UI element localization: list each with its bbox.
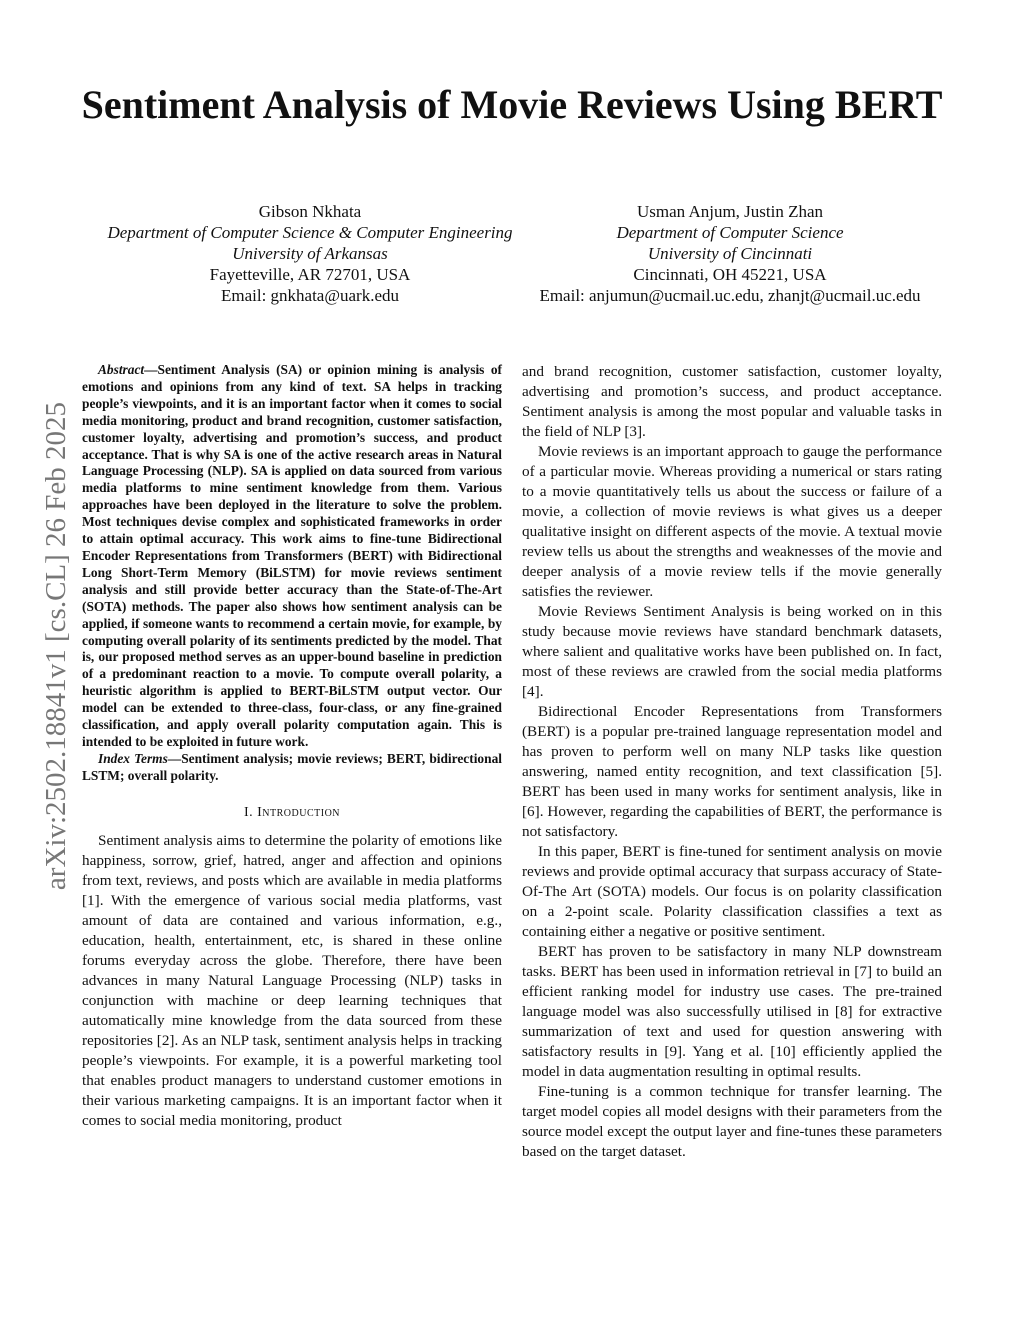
arxiv-identifier: arXiv:2502.18841v1 [cs.CL] 26 Feb 2025 [40, 401, 72, 891]
section-title: Introduction [257, 804, 341, 820]
author-block-2 [520, 201, 940, 306]
body-paragraph-continuation: and brand recognition, customer satisfaction, customer loyalty, advertising and promotion’s success, and product acceptance. Sentiment analysis is among the most popular and valuable tasks in the field of NLP [3]. [522, 363, 942, 440]
abstract: Abstract—Sentiment Analysis (SA) or opinion mining is analysis of emotions and opinions from any kind of text. SA helps in tracking people’s viewpoints, and it is an important factor when it comes to social media monitoring, product and brand recognition, customer satisfaction, customer loyalty, advertising and promotion’s success, and product acceptance. That is why SA is one of the active research areas in Natural Language Processing (NLP). SA is applied on data sourced from various media platforms to mine sentiment knowledge from them. Various approaches have been deployed in the literature to solve the problem. Most techniques devise complex and sophisticated frameworks in order to attain optimal accuracy. This work aims to fine-tune Bidirectional Encoder Representations from Transformers (BERT) with Bidirectional Long Short-Term Memory (BiLSTM) for movie reviews sentiment analysis and still provide better accuracy than the State-of-The-Art (SOTA) methods. The paper also shows how sentiment analysis can be applied, if someone wants to recommend a certain movie, for example, by computing overall polarity of its sentiments predicted by the model. That is, our proposed method serves as an upper-bound baseline in prediction of a predominant reaction to a movie. To compute overall polarity, a heuristic algorithm is applied to BERT-BiLSTM output vector. Our model can be extended to three-class, four-class, or any fine-grained classification, and apply overall polarity computation again. This is intended to be exploited in future work. [82, 362, 502, 749]
body-paragraph: In this paper, BERT is fine-tuned for sentiment analysis on movie reviews and provide optimal accuracy that surpass accuracy of State-Of-The Art (SOTA) models. Our focus is on polarity classification on a 2-point scale. Polarity classification classifies a text as containing either a negative or positive sentiment. [522, 843, 942, 940]
author-email: Email: gnkhata@uark.edu [220, 286, 400, 305]
body-paragraph: Bidirectional Encoder Representations from Transformers (BERT) is a popular pre-trained language representation model and has proven to perform well on many NLP tasks like question answering, named entity recognition, and text classification [5]. BERT has been used in many works for sentiment analysis, like in [6]. However, regarding the capabilities of BERT, the performance is not satisfactory. [522, 703, 942, 840]
author-university: University of Cincinnati [647, 244, 813, 263]
author-name: Usman Anjum, Justin Zhan [636, 202, 824, 221]
author-department: Department of Computer Science [616, 223, 844, 242]
abstract-text: Sentiment Analysis (SA) or opinion mining is analysis of emotions and opinions from any kind of text. SA helps in tracking people’s viewpoints, and it is an important factor when it comes to social media monitoring, product and brand recognition, customer satisfaction, customer loyalty, advertising and promotion’s success, and product acceptance. That is why SA is one of the active research areas in Natural Language Processing (NLP). SA is applied on data sourced from various media platforms to mine sentiment knowledge from them. Various approaches have been deployed in the literature to solve the problem. Most techniques devise complex and sophisticated frameworks in order to attain optimal accuracy. This work aims to fine-tune Bidirectional Encoder Representations from Transformers (BERT) with Bidirectional Long Short-Term Memory (BiLSTM) for movie reviews sentiment analysis and still provide better accuracy than the State-of-The-Art (SOTA) methods. The paper also shows how sentiment analysis can be applied, if someone wants to recommend a certain movie, for example, by computing overall polarity of its sentiments predicted by the model. That is, our proposed method serves as an upper-bound baseline in prediction of a predominant reaction to a movie. To compute overall polarity, a heuristic algorithm is applied to BERT-BiLSTM output vector. Our model can be extended to three-class, four-class, or any fine-grained classification, and apply overall polarity computation again. This is intended to be exploited in future work. [82, 362, 502, 749]
body-paragraph: Sentiment analysis aims to determine the polarity of emotions like happiness, sorrow, grief, hatred, anger and affection and opinions from text, reviews, and posts which are available in media platforms [1]. With the emergence of various social media platforms, vast amount of data are contained and various information, e.g., education, health, entertainment, etc, is shared in these online forums everyday across the globe. Therefore, there have been advances in many Natural Language Processing (NLP) tasks in conjunction with machine or deep learning techniques that automatically mine knowledge from the data sourced from these repositories [2]. As an NLP task, sentiment analysis helps in tracking people’s viewpoints. For example, it is a powerful marketing tool that enables product managers to understand customer emotions in their various marketing campaigns. It is an important factor when it comes to social media monitoring, product [82, 831, 502, 1129]
paper-title: Sentiment Analysis of Movie Reviews Using BERT [81, 82, 943, 127]
author-block-1 [95, 201, 525, 306]
section-number: I. [243, 804, 254, 820]
left-column [82, 362, 502, 1131]
body-paragraph: Fine-tuning is a common technique for transfer learning. The target model copies all model designs with their parameters from the source model except the output layer and fine-tunes these parameters based on the target dataset. [522, 1083, 942, 1160]
author-name: Gibson Nkhata [258, 202, 362, 221]
index-terms: Index Terms—Sentiment analysis; movie reviews; BERT, bidirectional LSTM; overall polarity. [82, 750, 502, 783]
author-department: Department of Computer Science & Computer Engineering [107, 223, 513, 242]
index-terms-label: Index Terms [98, 750, 168, 766]
abstract-label: Abstract [98, 362, 145, 377]
right-column [522, 362, 942, 1162]
body-paragraph: Movie Reviews Sentiment Analysis is being worked on in this study because movie reviews have standard benchmark datasets, where salient and qualitative works have been published on. In fact, most of these reviews are crawled from the social media platforms [4]. [522, 603, 942, 700]
body-paragraph: Movie reviews is an important approach to gauge the performance of a particular movie. Whereas providing a numerical or stars rating to a movie quantitatively tells us about the success or failure of a movie, a collection of movie reviews is what gives us a deeper qualitative insight on different aspects of the movie. A textual movie review tells us about the strengths and weaknesses of the movie and deeper analysis of a movie review tells if the movie generally satisfies the reviewer. [522, 443, 942, 600]
author-location: Fayetteville, AR 72701, USA [209, 265, 411, 284]
author-email: Email: anjumun@ucmail.uc.edu, zhanjt@ucmail.uc.edu [539, 286, 921, 305]
author-location: Cincinnati, OH 45221, USA [633, 265, 827, 284]
body-paragraph: BERT has proven to be satisfactory in many NLP downstream tasks. BERT has been used in information retrieval in [7] to build an efficient ranking model for industry use cases. The pre-trained language model was also successfully utilised in [8] for extractive summarization of text and used for question answering with satisfactory results in [9]. Yang et al. [10] efficiently applied the model in data augmentation resulting in optimal results. [522, 943, 942, 1080]
section-heading-introduction [82, 803, 502, 823]
author-university: University of Arkansas [232, 244, 388, 263]
index-terms-text: Sentiment analysis; movie reviews; BERT, bidirectional LSTM; overall polarity. [82, 750, 502, 783]
